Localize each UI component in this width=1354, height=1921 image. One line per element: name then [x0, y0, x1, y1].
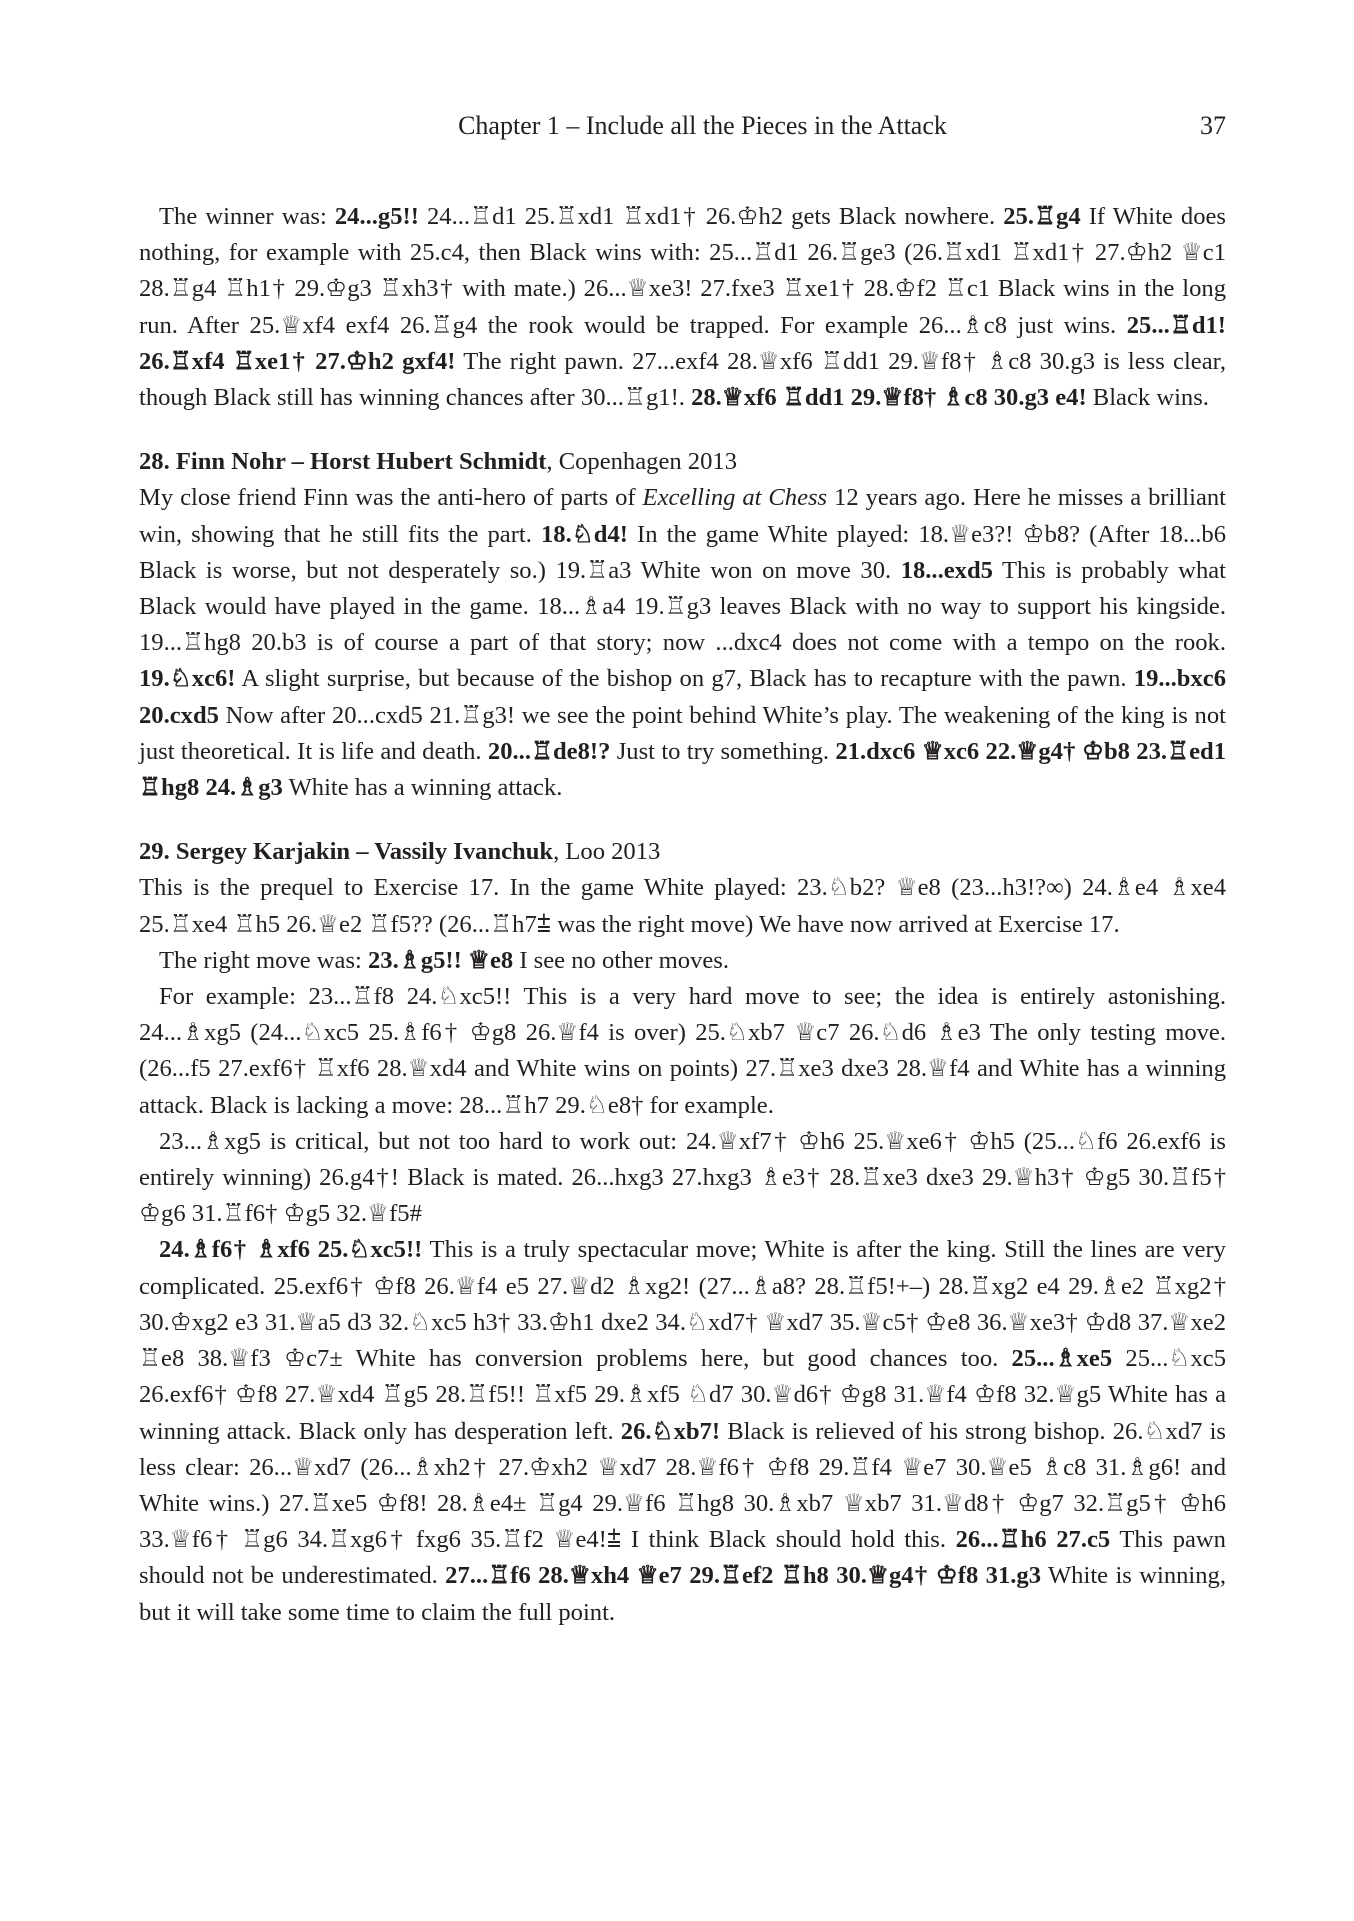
bold-moves: 24.♗f6† ♗xf6 25.♘xc5!! — [159, 1236, 423, 1264]
text-run: This is the prequel to Exercise 17. In the game White played: 23.♘b2? ♕e8 (23...h3!?∞) 24.♗e4 ♗xe4 25.♖xe4 ♖h5 26.♕e2 ♖f5?? (26...♖h7⩲ was the right move) We have now arrived at Exercise 17. — [139, 874, 1226, 938]
text-run: Black is relieved of his strong bishop. 26.♘xd7 is less clear: 26...♕xd7 (26...♗xh2† 27.♔xh2 ♕xd7 28.♕f6† ♔f8 29.♖f4 ♕e7 30.♕e5 ♗c8 31.♗g6! and White wins.) 27.♖xe5 ♔f8! 28.♗e4± ♖g4 29.♕f6 ♖hg8 30.♗xb7 ♕xb7 31.♕d8† ♔g7 32.♖g5† ♔h6 33.♕f6† ♖g6 34.♖xg6† fxg6 35.♖f2 ♕e4!⩲ I think Black should hold this. — [139, 1417, 1226, 1554]
text-run: 12 years ago. Here he misses a brilliant win, showing that he still fits the part. — [139, 484, 1226, 548]
text-run: I see no other moves. — [513, 946, 730, 974]
text-run: 24...♖d1 25.♖xd1 ♖xd1† 26.♔h2 gets Black nowhere. — [418, 203, 1004, 230]
text-run: This is a truly spectacular move; White is after the king. Still the lines are very complicated. 25.exf6† ♔f8 26.♕f4 e5 27.♕d2 ♗xg2! (27...♗a8? 28.♖f5!+–) 28.♖xg2 e4 29.♗e2 ♖xg2† 30.♔xg2 e3 31.♕a5 d3 32.♘xc5 h3† 33.♔h1 dxe2 34.♘xd7† ♕xd7 35.♕c5† ♔e8 36.♕xe3† ♔d8 37.♕xe2 ♖e8 38.♕f3 ♔c7± White has conversion problems here, but good chances too. — [139, 1236, 1226, 1373]
text-run: 23...♗xg5 is critical, but not too hard to work out: 24.♕xf7† ♔h6 25.♕xe6† ♔h5 (25...♘f6 26.exf6 is entirely winning) 26.g4†! Black is mated. 26...hxg3 27.hxg3 ♗e3† 28.♖xe3 dxe3 29.♕h3† ♔g5 30.♖f5† ♔g6 31.♖f6† ♔g5 32.♕f5# — [139, 1127, 1226, 1228]
paragraph — [139, 1232, 1226, 1630]
bold-moves: 25...♗xe5 — [1011, 1345, 1113, 1373]
bold-moves: 18.♘d4! — [540, 520, 628, 548]
text-run: For example: 23...♖f8 24.♘xc5!! This is a very hard move to see; the idea is entirely astonishing. 24...♗xg5 (24...♘xc5 25.♗f6† ♔g8 26.♕f4 is over) 25.♘xb7 ♕c7 26.♘d6 ♗e3 The only testing move. (26...f5 27.exf6† ♖xf6 28.♕xd4 and White wins on points) 27.♖xe3 dxe3 28.♕f4 and White has a winning attack. Black is lacking a move: 28...♖h7 29.♘e8† for example. — [139, 983, 1226, 1119]
body-text — [139, 199, 1226, 1631]
bold-moves: 18...exd5 — [900, 556, 993, 584]
bold-moves: 26...♖h6 27.c5 — [955, 1526, 1111, 1554]
text-run: , Copenhagen 2013 — [546, 448, 737, 476]
text-run: The right pawn. 27...exf4 28.♕xf6 ♖dd1 29.♕f8† ♗c8 30.g3 is less clear, though Black still has winning chances after 30...♖g1!. — [139, 347, 1226, 412]
paragraph — [139, 870, 1226, 942]
text-run: My close friend Finn was the anti-hero of parts of — [139, 484, 643, 512]
paragraph — [139, 1124, 1226, 1233]
text-run: This is probably what Black would have played in the game. 18...♗a4 19.♖g3 leaves Black with no way to support his kingside. 19...♖hg8 20.b3 is of course a part of that story; now ...dxc4 does not come with a tempo on the rook. — [139, 556, 1226, 657]
bold-moves: 21.dxc6 ♕xc6 22.♕g4† ♔b8 23.♖ed1 ♖hg8 24.♗g3 — [139, 737, 1226, 802]
paragraph — [139, 480, 1226, 806]
bold-moves: 19.♘xc6! — [139, 665, 236, 693]
bold-moves: 29. Sergey Karjakin – Vassily Ivanchuk — [139, 838, 554, 866]
text-run: Now after 20...cxd5 21.♖g3! we see the point behind White’s play. The weakening of the king is not just theoretical. It is life and death. — [139, 701, 1226, 765]
chapter-title: Chapter 1 – Include all the Pieces in the Attack — [458, 111, 947, 140]
text-run: Just to try something. — [610, 737, 836, 765]
text-run: A slight surprise, but because of the bishop on g7, Black has to recapture with the pawn. — [235, 665, 1134, 693]
text-run: If White does nothing, for example with 25.c4, then Black wins with: 25...♖d1 26.♖ge3 (26.♖xd1 ♖xd1† 27.♔h2 ♕c1 28.♖g4 ♖h1† 29.♔g3 ♖xh3† with mate.) 26...♕xe3! 27.fxe3 ♖xe1† 28.♔f2 ♖c1 Black wins in the long run. After 25.♕xf4 exf4 26.♖g4 the rook would be trapped. For example 26...♗c8 just wins. — [139, 203, 1226, 339]
text-run: Black wins. — [1086, 384, 1209, 412]
text-run: The winner was: — [159, 203, 335, 230]
bold-moves: 28.♕xf6 ♖dd1 29.♕f8† ♗c8 30.g3 e4! — [691, 384, 1087, 412]
bold-moves: 25...♖d1! 26.♖xf4 ♖xe1† 27.♔h2 gxf4! — [139, 311, 1226, 375]
text-run: In the game White played: 18.♕e3?! ♔b8? (After 18...b6 Black is worse, but not desperately so.) 19.♖a3 White won on move 30. — [139, 520, 1226, 584]
text-run: , Loo 2013 — [553, 838, 661, 866]
running-head — [139, 108, 1226, 144]
bold-moves: 20...♖de8!? — [487, 737, 611, 765]
bold-moves: 24...g5!! — [334, 203, 419, 230]
text-run: White is winning, but it will take some time to claim the full point. — [139, 1562, 1227, 1626]
text-run: 25...♘xc5 26.exf6† ♔f8 27.♕xd4 ♖g5 28.♖f5!! ♖xf5 29.♗xf5 ♘d7 30.♕d6† ♔g8 31.♕f4 ♔f8 32.♕g5 White has a winning attack. Black only has desperation left. — [139, 1345, 1226, 1445]
text-run: The right move was: — [159, 946, 368, 974]
page-number: 37 — [1200, 111, 1226, 140]
paragraph — [139, 199, 1226, 416]
paragraph — [139, 943, 1226, 979]
text-run: White has a winning attack. — [282, 774, 563, 802]
paragraph — [139, 979, 1226, 1124]
bold-moves: 27...♖f6 28.♕xh4 ♕e7 29.♖ef2 ♖h8 30.♕g4† ♔f8 31.g3 — [445, 1562, 1042, 1590]
game-heading — [139, 444, 1226, 480]
bold-moves: 25.♖g4 — [1003, 203, 1081, 230]
bold-moves: 19...bxc6 20.cxd5 — [139, 665, 1226, 729]
bold-moves: 23.♗g5!! ♕e8 — [368, 946, 514, 974]
text-run: This pawn should not be underestimated. — [139, 1526, 1226, 1590]
bold-moves: 28. Finn Nohr – Horst Hubert Schmidt — [139, 448, 547, 476]
game-heading — [139, 834, 1226, 870]
bold-moves: 26.♘xb7! — [620, 1417, 721, 1445]
italic-title: Excelling at Chess — [642, 484, 828, 512]
